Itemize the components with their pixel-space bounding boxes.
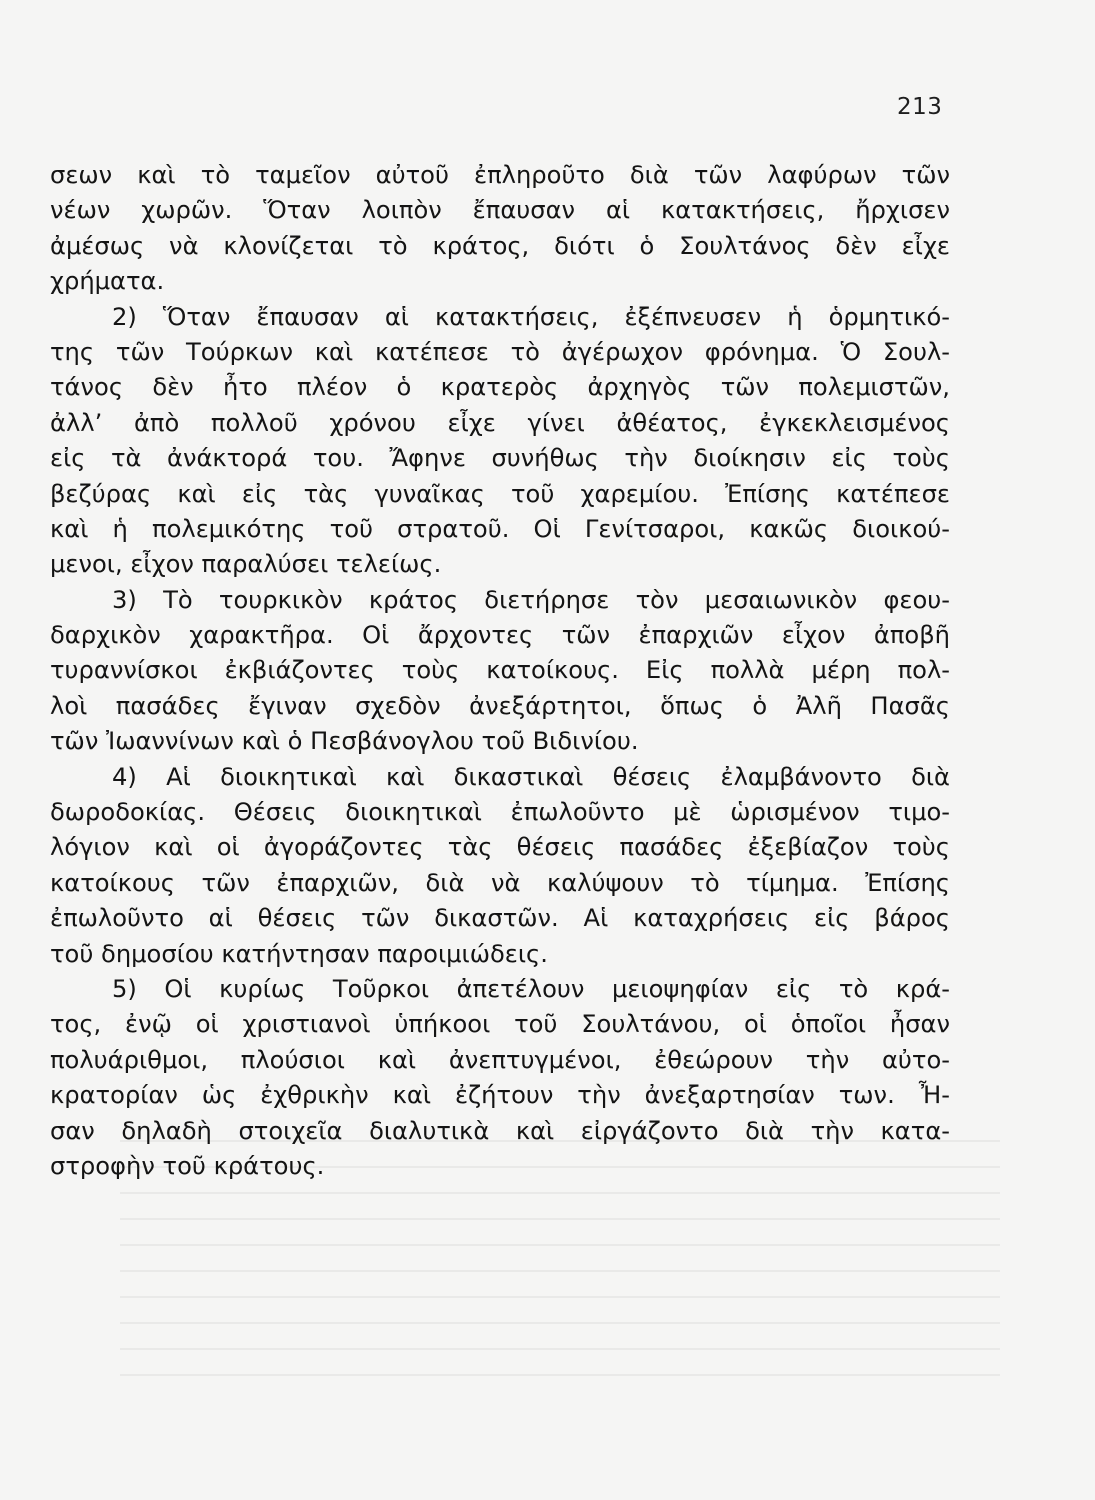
page-number: 213: [897, 94, 943, 120]
text-line: πολυάριθμοι, πλούσιοι καὶ ἀνεπτυγμένοι, ἐθεώρουν τὴν αὐτο-: [50, 1045, 950, 1074]
text-line: τος, ἐνῷ οἱ χριστιανοὶ ὑπήκοοι τοῦ Σουλτάνου, οἱ ὁποῖοι ἦσαν: [50, 1010, 950, 1039]
text-line: στροφὴν τοῦ κράτους.: [50, 1151, 325, 1180]
text-line: καὶ ἡ πολεμικότης τοῦ στρατοῦ. Οἱ Γενίτσαροι, κακῶς διοικού-: [50, 514, 950, 543]
text-line: της τῶν Τούρκων καὶ κατέπεσε τὸ ἀγέρωχον φρόνημα. Ὁ Σουλ-: [50, 337, 950, 366]
text-line: λοὶ πασάδες ἔγιναν σχεδὸν ἀνεξάρτητοι, ὅπως ὁ Ἀλῆ Πασᾶς: [50, 691, 950, 720]
text-line: νέων χωρῶν. Ὅταν λοιπὸν ἔπαυσαν αἱ κατακτήσεις, ἤρχισεν: [50, 196, 950, 225]
text-line: βεζύρας καὶ εἰς τὰς γυναῖκας τοῦ χαρεμίου. Ἐπίσης κατέπεσε: [50, 479, 950, 508]
text-line: δαρχικὸν χαρακτῆρα. Οἱ ἄρχοντες τῶν ἐπαρχιῶν εἶχον ἀποβῆ: [50, 621, 950, 650]
text-line: κρατορίαν ὡς ἐχθρικὴν καὶ ἐζήτουν τὴν ἀνεξαρτησίαν των. Ἦ-: [50, 1081, 950, 1110]
text-line: κατοίκους τῶν ἐπαρχιῶν, διὰ νὰ καλύψουν τὸ τίμημα. Ἐπίσης: [50, 868, 950, 897]
paragraph-5-start: 5) Οἱ κυρίως Τοῦρκοι ἀπετέλουν μειοψηφίαν εἰς τὸ κρά-: [112, 974, 950, 1003]
text-line: τοῦ δημοσίου κατήντησαν παροιμιώδεις.: [50, 939, 548, 968]
text-line: λόγιον καὶ οἱ ἀγοράζοντες τὰς θέσεις πασάδες ἐξεβίαζον τοὺς: [50, 833, 950, 862]
text-line: σεων καὶ τὸ ταμεῖον αὐτοῦ ἐπληροῦτο διὰ τῶν λαφύρων τῶν: [50, 161, 950, 189]
text-line: ἀλλ’ ἀπὸ πολλοῦ χρόνου εἶχε γίνει ἀθέατος, ἐγκεκλεισμένος: [50, 408, 950, 437]
text-line: τάνος δὲν ἦτο πλέον ὁ κρατερὸς ἀρχηγὸς τῶν πολεμιστῶν,: [50, 373, 950, 402]
text-line: σαν δηλαδὴ στοιχεῖα διαλυτικὰ καὶ εἰργάζοντο διὰ τὴν κατα-: [50, 1116, 950, 1145]
text-line: τῶν Ἰωαννίνων καὶ ὁ Πεσβάνογλου τοῦ Βιδινίου.: [50, 727, 639, 756]
paragraph-3-start: 3) Τὸ τουρκικὸν κράτος διετήρησε τὸν μεσαιωνικὸν φεου-: [112, 585, 950, 614]
text-line: τυραννίσκοι ἐκβιάζοντες τοὺς κατοίκους. Εἰς πολλὰ μέρη πολ-: [50, 656, 950, 685]
text-line: μενοι, εἶχον παραλύσει τελείως.: [50, 550, 442, 579]
text-line: ἐπωλοῦντο αἱ θέσεις τῶν δικαστῶν. Αἱ καταχρήσεις εἰς βάρος: [50, 904, 950, 933]
text-line: δωροδοκίας. Θέσεις διοικητικαὶ ἐπωλοῦντο μὲ ὡρισμένον τιμο-: [50, 798, 950, 827]
paragraph-2-start: 2) Ὅταν ἔπαυσαν αἱ κατακτήσεις, ἐξέπνευσεν ἡ ὁρμητικό-: [112, 302, 950, 331]
text-line: χρήματα.: [50, 267, 165, 296]
text-line: εἰς τὰ ἀνάκτορά του. Ἄφηνε συνήθως τὴν διοίκησιν εἰς τοὺς: [50, 444, 950, 473]
paragraph-4-start: 4) Αἱ διοικητικαὶ καὶ δικαστικαὶ θέσεις ἐλαμβάνοντο διὰ: [112, 762, 950, 791]
text-line: ἀμέσως νὰ κλονίζεται τὸ κράτος, διότι ὁ Σουλτάνος δὲν εἶχε: [50, 231, 950, 260]
body-text: [50, 158, 950, 1184]
